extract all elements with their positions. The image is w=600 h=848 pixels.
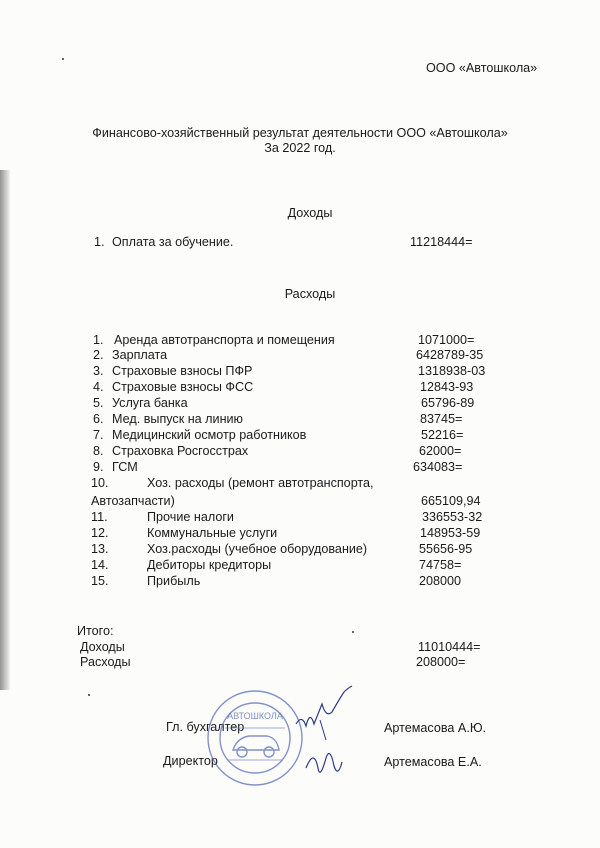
expense-item-amount: 208000 — [419, 574, 462, 588]
expense-item-amount: 74758= — [419, 558, 462, 572]
income-item-amount: 11218444= — [410, 235, 473, 249]
expenses-heading: Расходы — [284, 287, 336, 301]
document-title: Финансово-хозяйственный результат деятельности ООО «Автошкола» — [92, 126, 508, 140]
totals-income-value: 11010444= — [418, 640, 481, 654]
scan-speck — [62, 58, 64, 60]
expense-item-amount: 148953-59 — [420, 526, 481, 540]
expense-item-amount: 65796-89 — [421, 396, 475, 410]
expense-item-number: 8. — [93, 444, 104, 458]
scan-speck — [352, 631, 354, 633]
expense-item-label: Страховые взносы ФСС — [112, 380, 254, 394]
company-header: ООО «Автошкола» — [426, 61, 538, 75]
expense-item-amount: 12843-93 — [420, 380, 474, 394]
expense-item-number: 14. — [91, 558, 109, 572]
expense-item-label-continued: Автозапчасти) — [91, 494, 175, 508]
expense-item-amount: 665109,94 — [421, 494, 481, 508]
expense-item-amount: 52216= — [421, 428, 464, 442]
company-stamp — [205, 688, 305, 788]
expense-item-amount: 1071000= — [418, 333, 475, 347]
director-signature — [300, 738, 350, 788]
scan-speck — [88, 694, 90, 696]
expense-item-label: Медицинский осмотр работников — [112, 428, 307, 442]
director-name: Артемасова Е.А. — [384, 755, 482, 769]
director-title: Директор — [163, 754, 218, 768]
expense-item-amount: 62000= — [419, 444, 462, 458]
accountant-name: Артемасова А.Ю. — [384, 721, 487, 735]
expense-item-label: Мед. выпуск на линию — [112, 412, 244, 426]
expense-item-label: Хоз.расходы (учебное оборудование) — [147, 542, 368, 556]
document-subtitle: За 2022 год. — [264, 141, 336, 155]
expense-item-amount: 1318938-03 — [418, 364, 486, 378]
expense-item-amount: 83745= — [420, 412, 463, 426]
expense-item-number: 5. — [93, 396, 104, 410]
totals-label: Итого: — [77, 624, 114, 638]
totals-expenses-value: 208000= — [416, 655, 466, 669]
expense-item-label: ГСМ — [112, 460, 138, 474]
expense-item-number: 7. — [93, 428, 104, 442]
expense-item-amount: 6428789-35 — [416, 348, 484, 362]
totals-expenses-label: Расходы — [80, 655, 131, 669]
expense-item-label: Коммунальные услуги — [147, 526, 278, 540]
expense-item-number: 10. — [91, 476, 109, 490]
expense-item-number: 13. — [91, 542, 109, 556]
accountant-signature — [292, 684, 362, 744]
expense-item-number: 11. — [91, 510, 108, 524]
expense-item-label: Прибыль — [147, 574, 201, 588]
expense-item-number: 2. — [93, 348, 104, 362]
expense-item-label: Страховка Росгосстрах — [112, 444, 249, 458]
scan-shadow — [0, 170, 10, 690]
expense-item-label: Аренда автотранспорта и помещения — [114, 333, 335, 347]
expense-item-label: Хоз. расходы (ремонт автотранспорта, — [147, 476, 374, 490]
expense-item-number: 1. — [93, 333, 104, 347]
expense-item-amount: 634083= — [413, 460, 463, 474]
expense-item-label: Страховые взносы ПФР — [112, 364, 253, 378]
expense-item-amount: 336553-32 — [422, 510, 483, 524]
expense-item-number: 12. — [91, 526, 109, 540]
totals-income-label: Доходы — [80, 640, 125, 654]
income-item-number: 1. — [94, 235, 105, 249]
expense-item-number: 6. — [93, 412, 104, 426]
income-item-label: Оплата за обучение. — [112, 235, 234, 249]
expense-item-number: 4. — [93, 380, 104, 394]
accountant-title: Гл. бухгалтер — [166, 720, 245, 734]
expense-item-number: 15. — [91, 574, 109, 588]
stamp-text: АВТОШКОЛА — [227, 711, 283, 721]
expense-item-number: 9. — [93, 460, 104, 474]
expense-item-label: Дебиторы кредиторы — [147, 558, 272, 572]
expense-item-number: 3. — [93, 364, 104, 378]
expense-item-label: Прочие налоги — [147, 510, 234, 524]
expense-item-label: Зарплата — [112, 348, 168, 362]
income-heading: Доходы — [287, 206, 333, 220]
expense-item-amount: 55656-95 — [419, 542, 473, 556]
expense-item-label: Услуга банка — [112, 396, 188, 410]
